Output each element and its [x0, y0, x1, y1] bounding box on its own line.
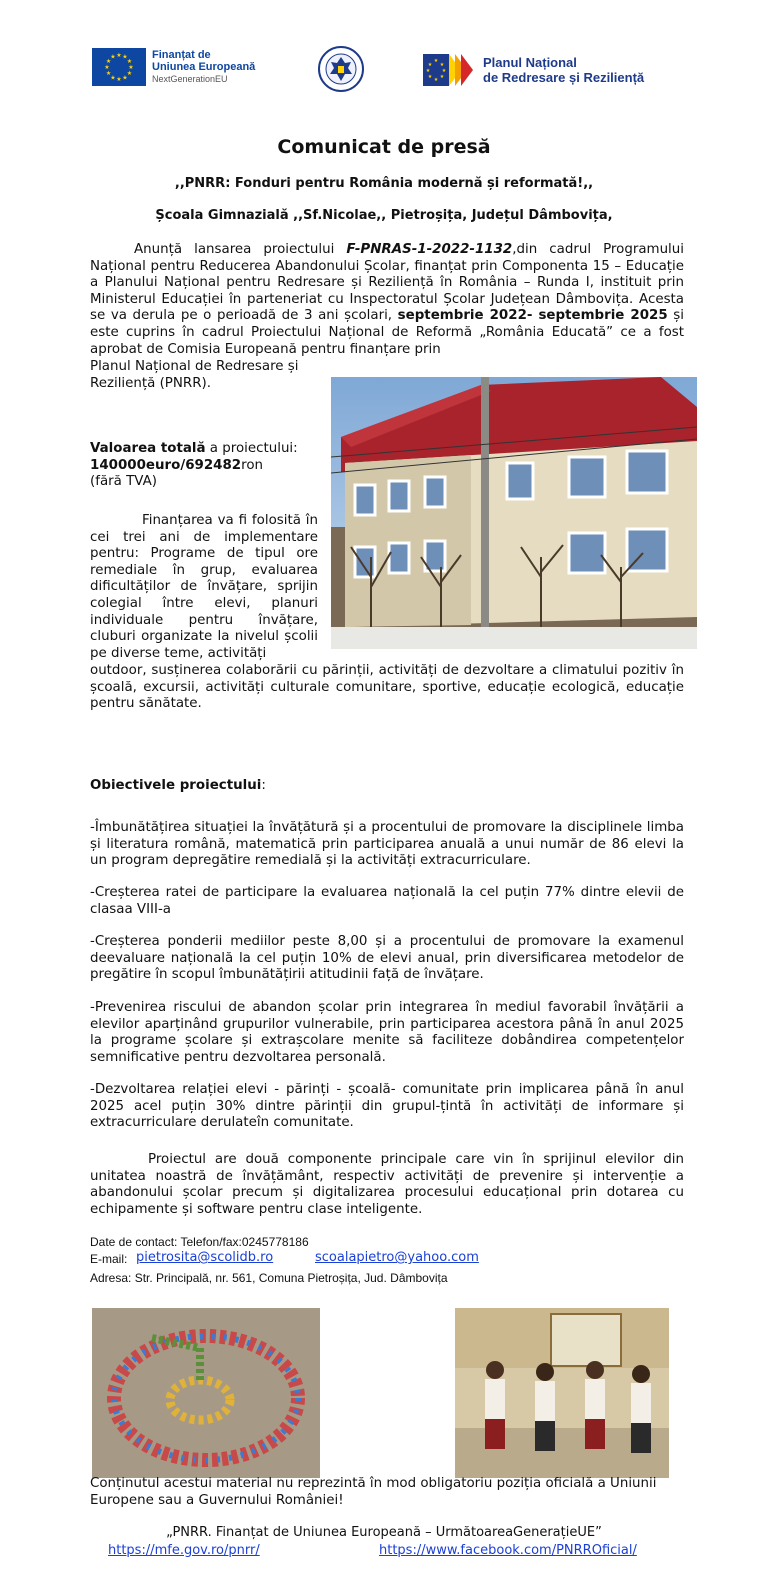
svg-text:★: ★ [439, 74, 445, 80]
email-link-2[interactable]: scoalapietro@yahoo.com [315, 1250, 479, 1265]
svg-text:★: ★ [110, 74, 116, 82]
svg-text:★: ★ [425, 68, 431, 74]
government-crest-icon [318, 44, 364, 94]
email-link-1[interactable]: pietrosita@scolidb.ro [136, 1250, 274, 1265]
svg-text:★: ★ [104, 64, 110, 71]
folk-dance-photo [455, 1308, 669, 1478]
eu-logo-line3: NextGenerationEU [152, 74, 228, 84]
objectives-heading [90, 778, 266, 793]
svg-text:★: ★ [126, 57, 133, 65]
footer-link-mfe[interactable]: https://mfe.gov.ro/pnrr/ [108, 1543, 260, 1558]
eu-logo-line2: Uniunea Europeană [152, 61, 256, 73]
page-title: Comunicat de presă [277, 136, 491, 158]
svg-text:★: ★ [116, 76, 122, 83]
school-name: Școala Gimnazială ,,Sf.Nicolae,, Pietroșița, Județul Dâmbovița, [155, 208, 613, 223]
contact-phone: Date de contact: Telefon/fax:0245778186 [90, 1235, 309, 1249]
svg-text:★: ★ [110, 53, 116, 61]
project-code: F-PNRAS-1-2022-1132 [346, 242, 513, 257]
svg-text:★: ★ [128, 64, 134, 71]
intro-body2: și este cuprins în cadrul Proiectului Național de Reformă „România Educată” ce a fost aprobat de Comisia Europeană pentru finanțare prin [90, 308, 684, 357]
project-period: septembrie 2022- septembrie 2025 [397, 308, 668, 324]
school-building-photo [331, 377, 697, 649]
objective-item: -Creșterea ratei de participare la evaluarea națională la cel puțin 77% dintre elevii de clasaa VIII-a [90, 885, 684, 917]
objectives-heading-text: Obiectivele proiectului [90, 778, 262, 793]
footer-slogan: „PNRR. Finanțat de Uniunea Europeană – UrmătoareaGenerațieUE” [166, 1525, 602, 1540]
pnrr-mark-icon [423, 52, 479, 88]
value-unit: ron [241, 457, 264, 473]
pnrr-logo-line2: de Redresare și Reziliență [483, 70, 645, 85]
header-logos [0, 44, 768, 100]
svg-text:★: ★ [126, 70, 133, 78]
svg-text:★: ★ [427, 62, 433, 68]
svg-text:★: ★ [105, 70, 112, 78]
svg-text:★: ★ [105, 57, 112, 65]
financing-text: Finanțarea va fi folosită în cei trei ani de implementare pentru: Programe de tipul ore remediale în grup, evaluarea dificultăților de învățare, sprijin colegial între elevi, planuri individuale pentru învățare, cluburi organizate la nivelul școlii pe diverse teme, activități [90, 513, 318, 661]
svg-text:★: ★ [122, 74, 128, 82]
svg-text:★: ★ [433, 77, 439, 83]
components-paragraph [90, 1152, 684, 1218]
intro-body1: ,din cadrul Programului Național pentru Reducerea Abandonului Școlar, finanțat prin Componenta 15 – Educație a Planului Național pentru Redresare și Reziliență în România – Runda I, instituit prin Ministerul Educației în parteneriat cu Inspectoratul Școlar Județean Dâmbovița. Acesta se va derula pe o perioadă de 3 ani școlari, [90, 242, 684, 324]
pnrr-logo-line1: Planul Național [483, 55, 577, 70]
eu-flag-icon [92, 48, 146, 86]
svg-text:★: ★ [116, 52, 122, 59]
contact-address: Adresa: Str. Principală, nr. 561, Comuna Pietroșița, Jud. Dâmbovița [90, 1271, 448, 1285]
footer-link-facebook[interactable]: https://www.facebook.com/PNRROficial/ [379, 1543, 637, 1558]
objectives-heading-suffix: : [261, 778, 266, 793]
value-note: (fără TVA) [90, 474, 157, 490]
value-text: a proiectului: [205, 441, 298, 456]
eu-logo-line1: Finanțat de [152, 49, 211, 61]
objective-item: -Prevenirea riscului de abandon școlar prin integrarea în mediul favorabil învățării a elevilor aparținând grupurilor vulnerabile, prin participarea acestora până în anul 2025 la programe școlare și extrașcolare menite să faciliteze dobândirea competențelor semnificative pentru dezvoltarea personală. [90, 1000, 684, 1065]
financing-tail: outdoor, susținerea colaborării cu părinții, activități de dezvoltare a climatului pozitiv în școală, excursii, activități culturale comunitare, sportive, educație ecologică, educație pentru sănătate. [90, 663, 684, 712]
components-text: Proiectul are două componente principale care vin în sprijinul elevilor din unitatea noastră de învățământ, respectiv activități de prevenire și intervenție a abandonului școlar precum și digitalizarea procesului educațional prin dotarea cu echipamente și software pentru clase inteligente. [90, 1152, 684, 1217]
svg-text:★: ★ [427, 74, 433, 80]
objective-item: -Dezvoltarea relației elevi - părinți - școală- comunitate prin implicarea până în anul 2025 acel puțin 30% dintre părinții din grupul-țintă în activități de informare și extracurriculare derulateîn comunitate. [90, 1082, 684, 1131]
intro-tail: Planul Național de Redresare și Reziliență (PNRR). [90, 359, 299, 391]
objective-item: -Îmbunătățirea situației la învățătură și a procentului de promovare la disciplinele limba și literatura română, matematică prin participarea anuală a unui număr de 86 elevi la un program depregătire remedială și la activități extracurriculare. [90, 820, 684, 869]
students-circle-photo [92, 1308, 320, 1478]
page-subtitle: ,,PNRR: Fonduri pentru România modernă și reformată!,, [174, 176, 594, 191]
value-label: Valoarea totală [90, 441, 206, 456]
contact-email-label: E-mail: [90, 1252, 128, 1266]
pnrr-logo [423, 52, 644, 88]
value-amount: 140000euro/692482 [90, 457, 242, 473]
disclaimer: Conținutul acestui material nu reprezintă în mod obligatoriu poziția oficială a Uniunii Europene sau a Guvernului României! [90, 1476, 657, 1508]
svg-text:★: ★ [439, 62, 445, 68]
intro-lead: Anunță lansarea proiectului [134, 242, 347, 257]
objective-item: -Creșterea ponderii mediilor peste 8,00 și a procentului de promovare la examenul deevaluare națională la cel puțin 10% de elevi anual, prin diversificarea metodelor de pregătire în scopul îmbunătățirii atitudinii față de învățare. [90, 934, 684, 983]
financing-paragraph [90, 513, 318, 662]
eu-funding-logo [92, 48, 255, 86]
svg-text:★: ★ [122, 53, 128, 61]
svg-text:★: ★ [433, 58, 439, 64]
svg-text:★: ★ [441, 68, 447, 74]
intro-paragraph [90, 242, 684, 358]
project-value [90, 441, 318, 491]
